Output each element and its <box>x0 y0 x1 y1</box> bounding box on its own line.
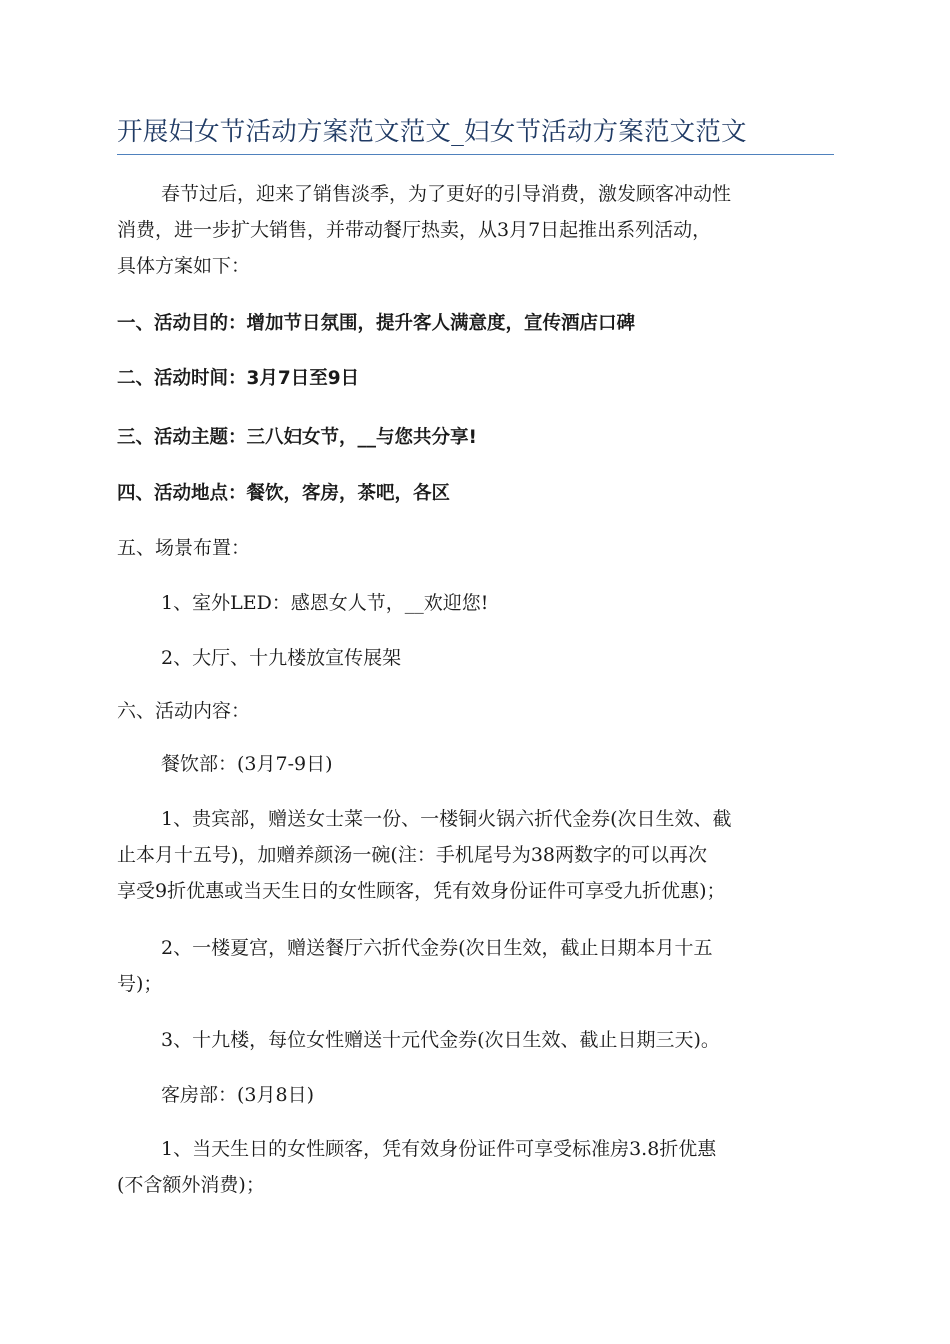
rooms-item-line: (不含额外消费)； <box>117 1174 265 1196</box>
dining-item-summer-palace <box>117 930 834 1002</box>
intro-line: 春节过后，迎来了销售淡季，为了更好的引导消费，激发顾客冲动性 <box>161 183 732 205</box>
intro-paragraph <box>117 176 834 284</box>
section-content: 六、活动内容： <box>117 700 251 722</box>
intro-line: 消费，进一步扩大销售，并带动餐厅热卖，从3月7日起推出系列活动， <box>117 219 712 241</box>
dining-item-line: 1、贵宾部，赠送女士菜一份、一楼铜火锅六折代金券(次日生效、截 <box>161 808 732 830</box>
dining-item-vip <box>117 801 834 909</box>
section-purpose: 一、活动目的：增加节日氛围，提升客人满意度，宣传酒店口碑 <box>117 313 636 334</box>
intro-line: 具体方案如下： <box>117 255 251 277</box>
dining-item-line: 2、一楼夏宫，赠送餐厅六折代金券(次日生效，截止日期本月十五 <box>161 937 713 959</box>
dining-item-line: 享受9折优惠或当天生日的女性顾客，凭有效身份证件可享受九折优惠)； <box>117 880 726 902</box>
document-title: 开展妇女节活动方案范文范文_妇女节活动方案范文范文 <box>117 117 747 147</box>
dining-heading: 餐饮部：(3月7-9日) <box>161 753 333 775</box>
setup-item-display: 2、大厅、十九楼放宣传展架 <box>161 647 402 669</box>
rooms-heading: 客房部：(3月8日) <box>161 1084 315 1106</box>
dining-item-line: 号)； <box>117 973 163 995</box>
section-setup: 五、场景布置： <box>117 537 251 559</box>
section-location: 四、活动地点：餐饮，客房，茶吧，各区 <box>117 483 451 504</box>
title-underline <box>117 154 834 155</box>
section-theme: 三、活动主题：三八妇女节，__与您共分享! <box>117 427 477 448</box>
rooms-item-line: 1、当天生日的女性顾客，凭有效身份证件可享受标准房3.8折优惠 <box>161 1138 717 1160</box>
rooms-item-birthday <box>117 1131 834 1203</box>
dining-item-line: 止本月十五号)，加赠养颜汤一碗(注：手机尾号为38两数字的可以再次 <box>117 844 708 866</box>
section-time: 二、活动时间：3月7日至9日 <box>117 368 360 389</box>
setup-item-led: 1、室外LED：感恩女人节，__欢迎您! <box>161 592 489 614</box>
dining-item-19th-floor: 3、十九楼，每位女性赠送十元代金券(次日生效、截止日期三天)。 <box>161 1029 720 1051</box>
